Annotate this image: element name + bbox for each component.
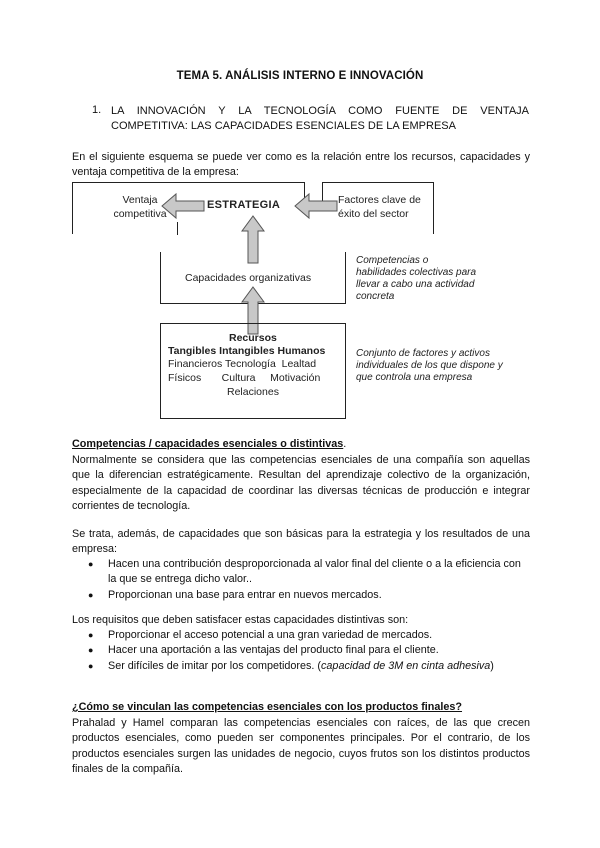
diagram-frame-line bbox=[160, 323, 161, 419]
diagram-frame-line bbox=[177, 222, 178, 235]
note-line: Conjunto de factores y activos bbox=[356, 348, 490, 359]
bullet-list-1 bbox=[72, 557, 532, 603]
list-item-italic: capacidad de 3M en cinta adhesiva bbox=[321, 659, 491, 672]
list-item bbox=[72, 659, 532, 674]
list-item bbox=[72, 557, 532, 588]
recursos-label: Recursos bbox=[229, 332, 277, 344]
diagram-frame-line bbox=[72, 182, 304, 183]
arrow-up-icon bbox=[240, 215, 266, 265]
requisitos-paragraph: Los requisitos que deben satisfacer estas capacidades distintivas son: bbox=[72, 614, 409, 626]
recursos-row: Relaciones bbox=[227, 386, 279, 398]
note-line: concreta bbox=[356, 291, 395, 302]
competencias-heading-text: Competencias / capacidades esenciales o distintivas bbox=[72, 438, 344, 450]
bullet-icon: ● bbox=[88, 559, 94, 569]
page-title: TEMA 5. ANÁLISIS INTERNO E INNOVACIÓN bbox=[176, 70, 424, 82]
diagram-frame-line bbox=[160, 252, 161, 304]
diagram-frame-line bbox=[322, 182, 434, 183]
list-item-close: ) bbox=[490, 659, 494, 672]
list-item-text: Hacer una aportación a las ventajas del producto final para el cliente. bbox=[108, 644, 439, 657]
competencias-heading bbox=[72, 438, 346, 450]
vinculo-heading: ¿Cómo se vinculan las competencias esenciales con los productos finales? bbox=[72, 701, 463, 713]
note-line: que controla una empresa bbox=[356, 372, 473, 383]
section-heading: LA INNOVACIÓN Y LA TECNOLOGÍA COMO FUENTE DE VENTAJA COMPETITIVA: LAS CAPACIDADES ESENCIALES DE LA EMPRESA bbox=[111, 105, 529, 132]
diagram-frame-line bbox=[345, 323, 346, 419]
recursos-note bbox=[356, 348, 503, 384]
ventaja-line: Ventaja bbox=[122, 194, 158, 206]
section-number: 1. bbox=[92, 104, 102, 116]
note-line: llevar a cabo una actividad bbox=[356, 279, 475, 290]
list-item bbox=[72, 643, 532, 658]
diagram-frame-line bbox=[160, 323, 346, 324]
list-item bbox=[72, 628, 532, 643]
bullet-icon: ● bbox=[88, 630, 94, 640]
competencias-paragraph-1: Normalmente se considera que las competencias esenciales de una compañía son aquellas que la diferencian estratégicamente. Resultan del aprendizaje colectivo de la organización, especialmente de la capacidad de coordinar las diversas técnicas de producción e integrar corrientes de tecnología. bbox=[72, 454, 530, 513]
factores-line: Factores clave de bbox=[338, 194, 421, 206]
diagram-frame-line bbox=[72, 182, 73, 234]
arrow-up-icon bbox=[240, 286, 266, 336]
diagram-frame-line bbox=[433, 182, 434, 234]
competencias-paragraph-2: Se trata, además, de capacidades que son básicas para la estrategia y los resultados de una empresa: bbox=[72, 528, 530, 556]
competencias-note bbox=[356, 255, 476, 303]
bullet-icon: ● bbox=[88, 589, 94, 600]
list-item-text: Ser difíciles de imitar por los competidores. ( bbox=[108, 659, 322, 672]
recursos-row: Financieros Tecnología Lealtad bbox=[168, 358, 317, 370]
bullet-icon: ● bbox=[88, 645, 94, 656]
competitiva-line: competitiva bbox=[113, 208, 167, 220]
diagram-frame-line bbox=[345, 252, 346, 304]
intro-paragraph: En el siguiente esquema se puede ver como es la relación entre los recursos, capacidades y ventaja competitiva de la empresa: bbox=[72, 151, 530, 179]
list-item-text: Proporcionar el acceso potencial a una gran variedad de mercados. bbox=[108, 629, 433, 641]
bullet-list-2 bbox=[72, 628, 532, 674]
arrow-left-icon bbox=[160, 192, 206, 220]
note-line: individuales de los que dispone y bbox=[356, 360, 503, 371]
note-line: Competencias o bbox=[356, 255, 429, 266]
note-line: habilidades colectivas para bbox=[356, 267, 477, 278]
factores-clave-label bbox=[338, 193, 421, 221]
estrategia-label: ESTRATEGIA bbox=[207, 199, 281, 211]
heading-period: . bbox=[343, 438, 347, 450]
arrow-left-icon bbox=[293, 192, 339, 220]
diagram-frame-line bbox=[160, 418, 346, 419]
recursos-row: Físicos Cultura Motivación bbox=[168, 372, 321, 384]
list-item-text: Proporcionan una base para entrar en nuevos mercados. bbox=[108, 588, 382, 601]
recursos-types: Tangibles Intangibles Humanos bbox=[168, 345, 326, 357]
vinculo-paragraph: Prahalad y Hamel comparan las competencias esenciales con raíces, de las que crecen productos esenciales, como pueden ser componentes principales. Por el contrario, de los productos esenciales surgen las unidades de negocio, cuyos frutos son los distintos productos finales de la compañía. bbox=[72, 717, 530, 776]
bullet-icon: ● bbox=[88, 660, 94, 671]
capacidades-label: Capacidades organizativas bbox=[185, 272, 312, 284]
list-item bbox=[72, 588, 532, 603]
list-item-text: Hacen una contribución desproporcionada al valor final del cliente o a la eficiencia con la que se entrega dicho valor.. bbox=[108, 558, 521, 586]
exito-line: éxito del sector bbox=[338, 208, 409, 220]
